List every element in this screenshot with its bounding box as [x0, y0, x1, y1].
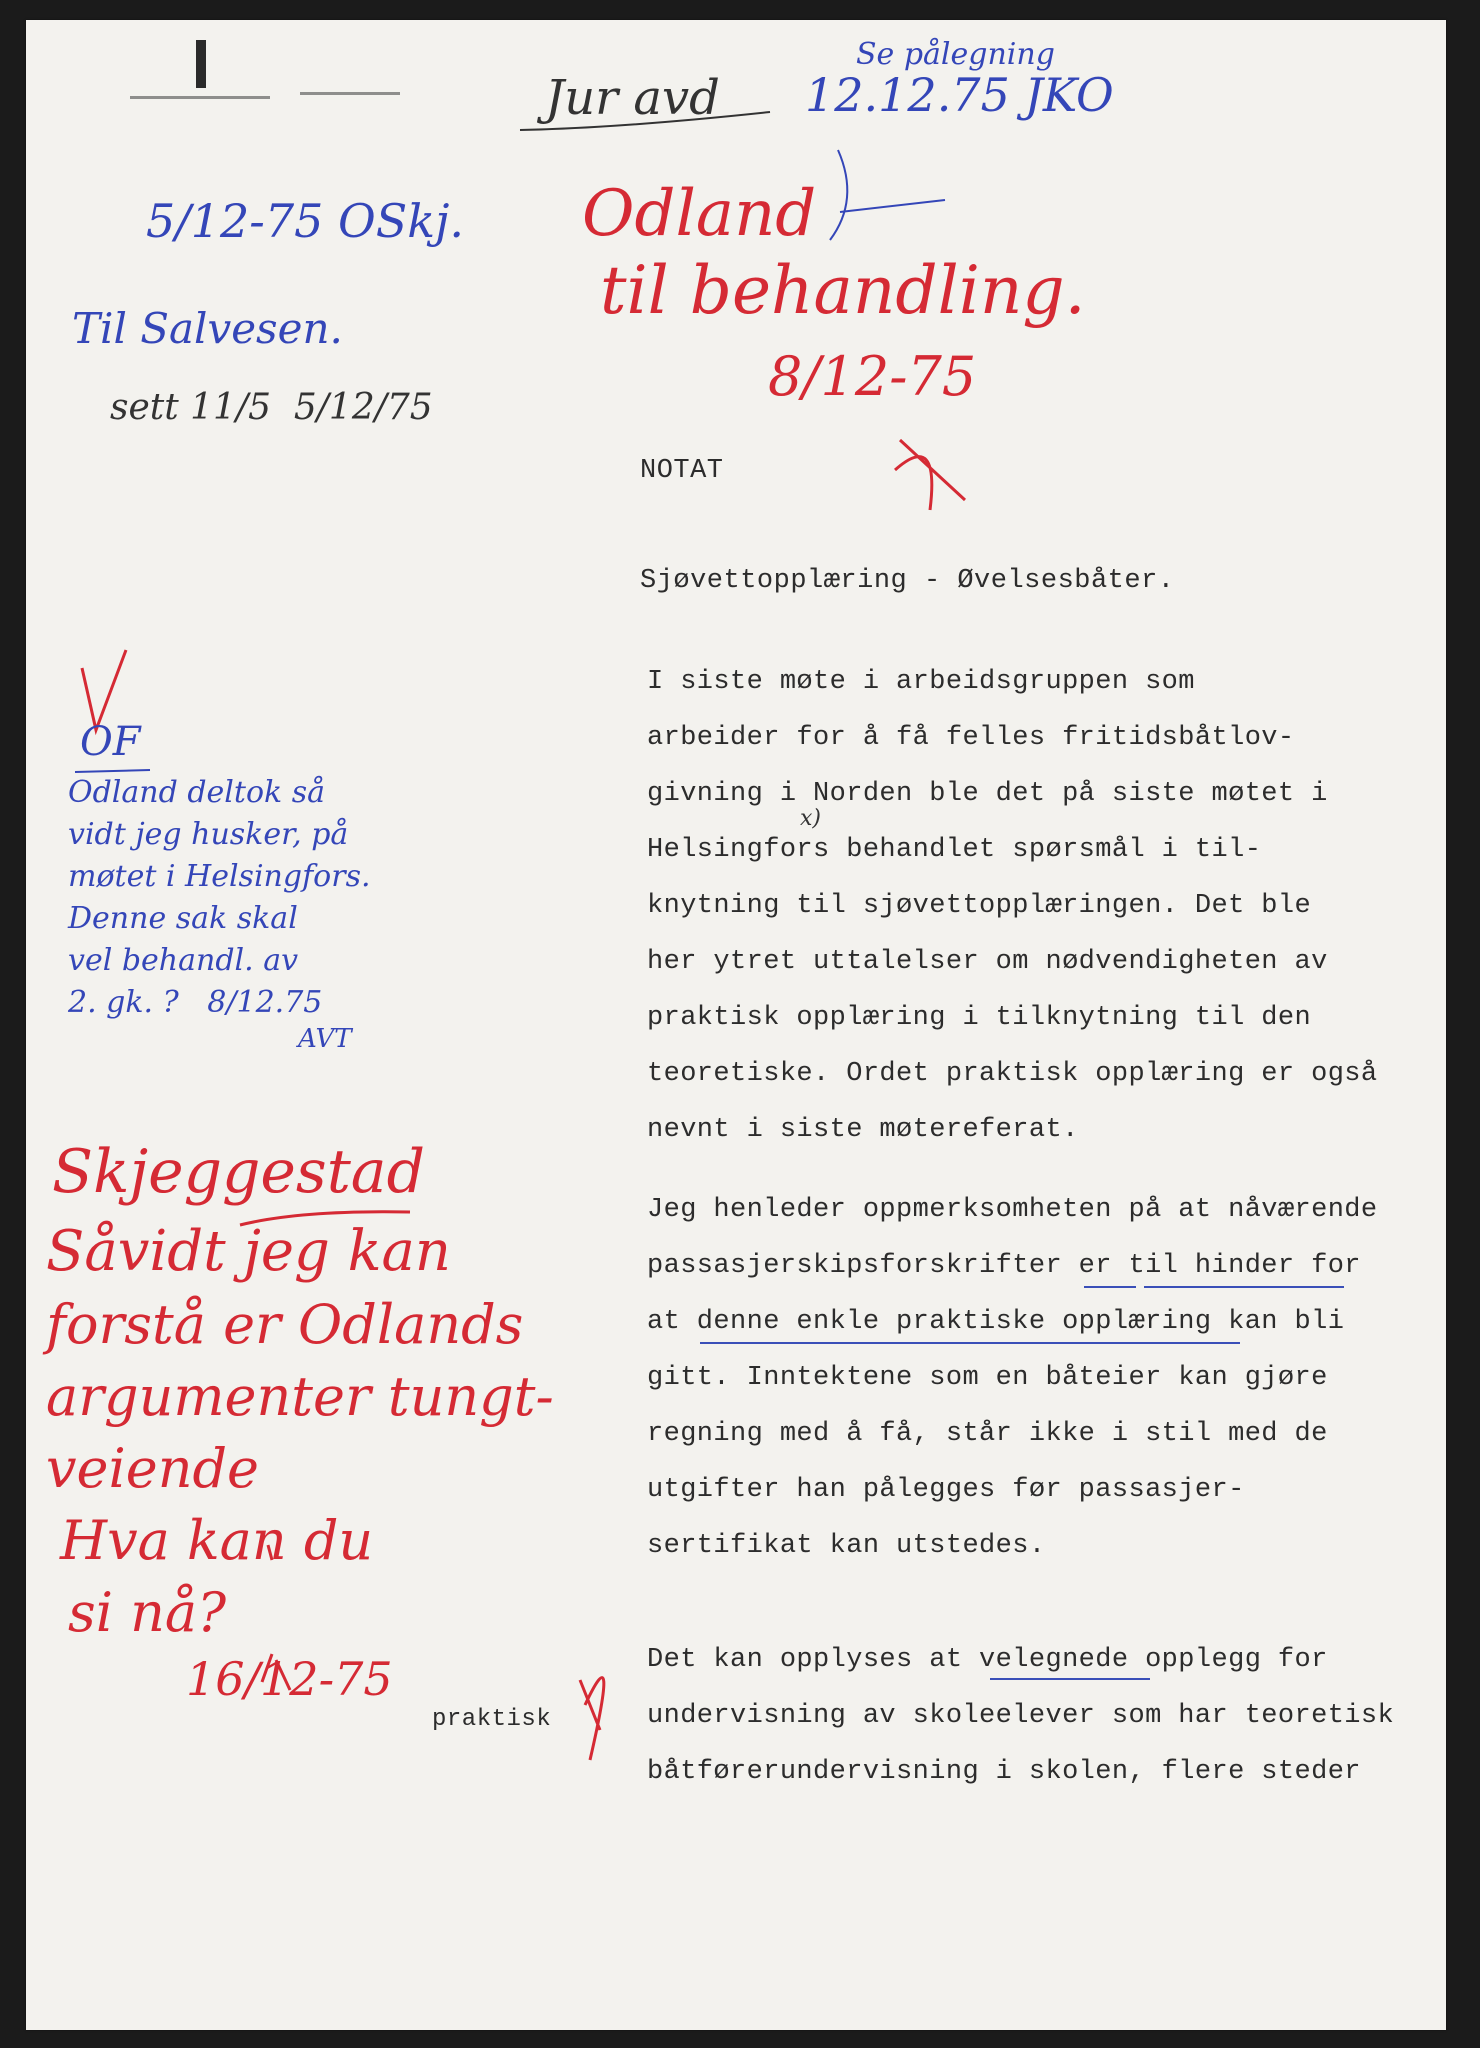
text-line: praktisk opplæring i tilknytning til den	[647, 1003, 1312, 1033]
handwritten-date-red: 8/12-75	[768, 345, 977, 408]
text-line: båtførerundervisning i skolen, flere steder	[647, 1757, 1361, 1787]
footnote-mark: x)	[800, 806, 821, 831]
note-line: argumenter tungt-	[46, 1365, 554, 1428]
underline-mark	[1144, 1286, 1344, 1288]
note-line: forstå er Odlands	[46, 1293, 524, 1356]
handwritten-odland: Odland	[582, 177, 817, 251]
text-line: sertifikat kan utstedes.	[647, 1531, 1046, 1561]
text-line: regning med å få, står ikke i stil med de	[647, 1419, 1328, 1449]
underline-mark	[1084, 1286, 1136, 1288]
text-line: teoretiske. Ordet praktisk opplæring er også	[647, 1059, 1378, 1089]
text-line: knytning til sjøvettopplæringen. Det ble	[647, 891, 1312, 921]
note-line: AVT	[298, 1024, 352, 1054]
note-line: vidt jeg husker, på	[68, 817, 349, 852]
margin-note-red	[46, 1137, 554, 1706]
paragraph-3	[647, 1632, 1417, 1800]
text-line: at denne enkle praktiske opplæring kan bli	[647, 1307, 1345, 1337]
handwritten-se-palegning: Se pålegning	[856, 37, 1055, 72]
text-line: givning i Norden ble det på siste møtet i	[647, 779, 1328, 809]
handwritten-sett: sett 11/5 5/12/75	[110, 387, 433, 428]
page-title: NOTAT	[640, 456, 724, 486]
note-line: vel behandl. av	[68, 943, 299, 978]
note-line: Hva kan du	[60, 1509, 374, 1572]
subject-line: Sjøvettopplæring - Øvelsesbåter.	[640, 566, 1175, 596]
note-line: veiende	[46, 1437, 259, 1500]
margin-note-blue	[68, 775, 371, 1054]
note-line: Skjeggestad	[52, 1137, 425, 1207]
note-line: Denne sak skal	[68, 901, 298, 936]
text-line: arbeider for å få felles fritidsbåtlov-	[647, 723, 1295, 753]
text-line: Helsingfors behandlet spørsmål i til-	[647, 835, 1262, 865]
text-line: I siste møte i arbeidsgruppen som	[647, 667, 1195, 697]
handwritten-jur-avd: Jur avd	[545, 70, 720, 126]
margin-word: praktisk	[432, 1706, 552, 1733]
note-line: møtet i Helsingfors.	[68, 859, 371, 894]
note-line: 16/12-75	[186, 1652, 393, 1706]
text-line: her ytret uttalelser om nødvendigheten av	[647, 947, 1328, 977]
paragraph-1	[647, 654, 1417, 1158]
text-line: nevnt i siste møtereferat.	[647, 1115, 1079, 1145]
note-line: Odland deltok så	[68, 775, 326, 810]
handwritten-initials: OF	[80, 719, 141, 765]
paragraph-2	[647, 1182, 1417, 1574]
handwritten-til-salvesen: Til Salvesen.	[72, 304, 343, 353]
handwritten-date-jko: 12.12.75 JKO	[805, 68, 1114, 122]
underline-mark	[700, 1342, 1240, 1344]
underline-mark	[990, 1678, 1150, 1680]
handwritten-til-behandling: til behandling.	[600, 252, 1086, 329]
note-line: 2. gk. ? 8/12.75	[68, 985, 323, 1020]
text-line: undervisning av skoleelever som har teoretisk	[647, 1701, 1395, 1731]
text-line: gitt. Inntektene som en båteier kan gjøre	[647, 1363, 1328, 1393]
handwritten-received-date: 5/12-75 OSkj.	[146, 194, 464, 248]
note-line: si nå?	[68, 1581, 227, 1644]
text-line: passasjerskipsforskrifter er til hinder for	[647, 1251, 1361, 1281]
text-line: utgifter han pålegges før passasjer-	[647, 1475, 1245, 1505]
text-line: Det kan opplyses at velegnede opplegg for	[647, 1645, 1328, 1675]
note-line: Såvidt jeg kan	[46, 1219, 451, 1284]
text-line: Jeg henleder oppmerksomheten på at nåværende	[647, 1195, 1378, 1225]
